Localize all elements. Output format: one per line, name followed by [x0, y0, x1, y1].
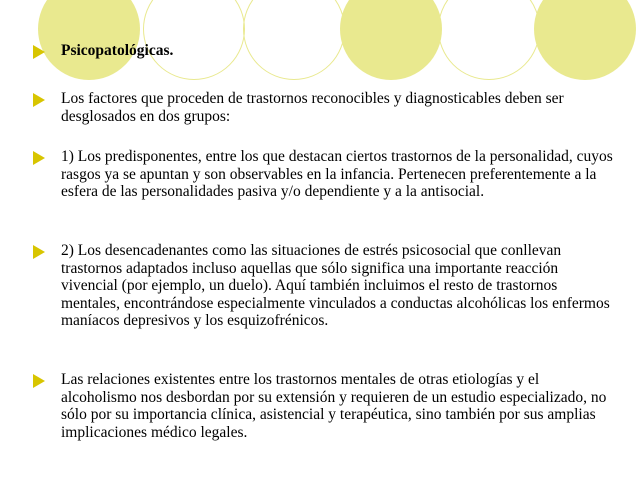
- decorative-circle: [340, 0, 442, 80]
- list-item-text: 2) Los desencadenantes como las situaciones de estrés psicosocial que conllevan trastornos adaptados incluso aquellas que sólo significa una importante reacción vivencial (por ejemplo, un duelo). Aquí también incluimos el resto de trastornos mentales, encontrándose especialmente vinculados a conductas alcohólicas los enfermos maníacos depresivos y los esquizofrénicos.: [61, 242, 610, 329]
- decorative-circle: [438, 0, 540, 80]
- decorative-circle: [143, 0, 245, 80]
- triangle-bullet-icon: [33, 93, 45, 107]
- slide-title: Psicopatológicas.: [61, 42, 174, 59]
- decorative-circle: [243, 0, 345, 80]
- triangle-bullet-icon: [33, 374, 45, 388]
- decorative-circle: [38, 0, 140, 80]
- triangle-bullet-icon: [33, 151, 45, 165]
- triangle-bullet-icon: [33, 245, 45, 259]
- triangle-bullet-icon: [33, 45, 45, 59]
- list-item-text: Los factores que proceden de trastornos reconocibles y diagnosticables deben ser desglosados en dos grupos:: [61, 90, 564, 125]
- list-item-text: 1) Los predisponentes, entre los que destacan ciertos trastornos de la personalidad, cuyos rasgos ya se apuntan y son observables en la infancia. Pertenecen preferentemente a la esfera de las personalidades pasiva y/o dependiente y a la antisocial.: [61, 148, 613, 200]
- list-item-text: Las relaciones existentes entre los trastornos mentales de otras etiologías y el alcoholismo nos desbordan por su extensión y requieren de un estudio especializado, no sólo por su importancia clínica, asistencial y terapéutica, sino también por sus amplias implicaciones médico legales.: [61, 371, 607, 441]
- decorative-circle: [534, 0, 636, 80]
